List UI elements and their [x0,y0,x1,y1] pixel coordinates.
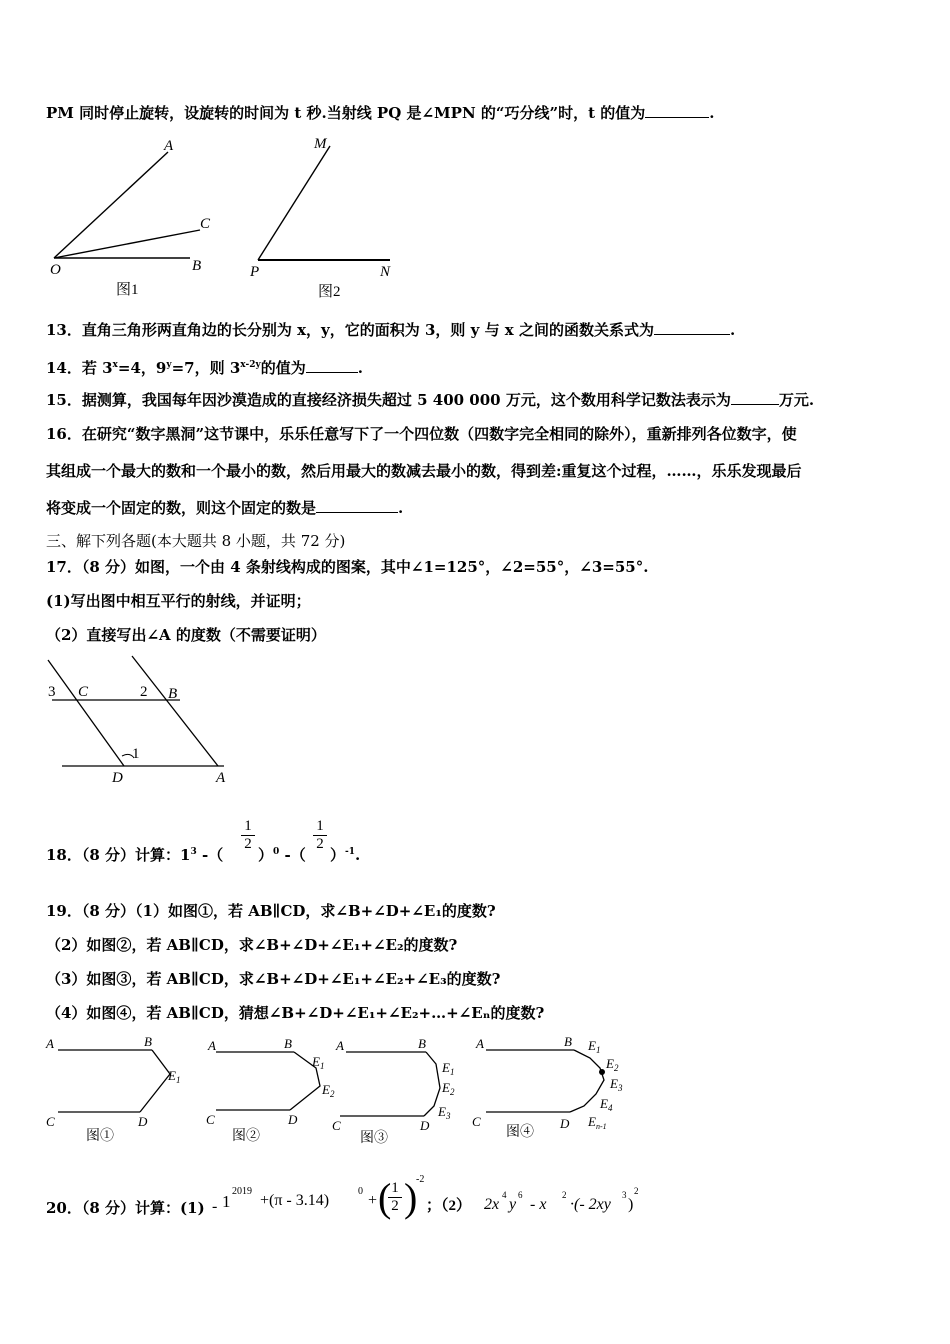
q18-frac2-den: 2 [313,835,327,853]
q20-right-paren: ) [404,1175,418,1220]
q20-expression [212,1174,642,1230]
q16-line2: 其组成一个最大的数和一个最小的数，然后用最大的数减去最小的数，得到差:重复这个过程，……，乐乐发现最后 [46,462,802,480]
q20-p2-term2: - x [530,1196,547,1213]
q16-line3: 将变成一个固定的数，则这个固定的数是 . [46,499,404,517]
q19-caption-1: 图① [86,1129,114,1144]
q19-figure-2 [206,1036,335,1144]
q18-minus2: -（ [279,846,306,864]
q13-line: 13．直角三角形两直角边的长分别为 x，y，它的面积为 3，则 y 与 x 之间的函数关系式为 . [46,321,736,339]
fig1-label-c: C [200,216,211,232]
svg-text:E2: $E_2$ [442,1080,455,1097]
svg-text:B: B [418,1036,426,1051]
q13-answer-blank [654,322,730,335]
q19-part1: 19．（8 分）（1）如图①，若 AB∥CD，求∠B+∠D+∠E₁的度数? [46,902,496,920]
q18-exp3: -1 [345,847,356,857]
q18-close1: ） [258,846,274,864]
q20-frac [388,1180,402,1215]
q16-answer-blank [316,500,398,513]
q20-frac-num: 1 [391,1180,399,1196]
q20-p2-term3: ·(- 2xy [570,1196,611,1213]
svg-text:A: A [208,1038,216,1053]
q18-frac1-den: 2 [241,835,255,853]
q12-text: PM 同时停止旋转，设旋转的时间为 t 秒.当射线 PQ 是∠MPN 的“巧分线”时，t 的值为 [46,104,646,122]
svg-text:E1: $E_1$ [312,1054,325,1071]
q18-exp2: 0 [273,847,280,857]
q14-line: 14．若 $3^x=4$，$9^y=7$，则 $3^{x-2y}$的值为 . [46,359,363,377]
q20-p2-exp4: 3 [622,1190,627,1200]
q12-answer-blank [645,105,709,118]
svg-text:E3: $E_3$ [610,1076,623,1093]
q17-part1: (1)写出图中相互平行的射线，并证明； [46,592,311,610]
figure-2 [249,136,391,300]
svg-text:A: A [476,1036,484,1051]
q20-frac-den: 2 [388,1197,402,1215]
svg-text:E2: $E_2$ [322,1082,335,1099]
q18-label: 18．（8 分）计算：1 [46,846,191,864]
q13-text: 13．直角三角形两直角边的长分别为 x，y，它的面积为 3，则 y 与 x 之间的函数关系式为 [46,321,654,339]
q17-figure [40,652,240,790]
q20-p1-base: 1 [222,1192,231,1211]
q20-p2-exp5: 2 [634,1186,639,1196]
q16-line1: 16．在研究“数字黑洞”这节课中，乐乐任意写下了一个四位数（四数字完全相同的除外），重新排列各位数字，使 [46,425,797,443]
q20-p2-exp3: 2 [562,1190,567,1200]
svg-text:E1: $E_1$ [168,1068,181,1085]
q19-caption-4: 图④ [506,1125,534,1140]
q19-caption-2: 图② [232,1129,260,1144]
q19-figure-1 [45,1034,180,1144]
svg-text:D: D [420,1118,430,1133]
fig2-label-n: N [380,264,391,280]
q17-label-1: 1 [132,746,140,762]
q19-figure-4 [472,1034,623,1140]
fig2-caption: 图2 [318,284,341,300]
q20-p2-exp1: 4 [502,1190,507,1200]
q17-label-c: C [78,684,89,700]
q19-part4: （4）如图④，若 AB∥CD，猜想∠B+∠D+∠E₁+∠E₂+…+∠Eₙ的度数? [46,1004,545,1022]
svg-text:E1: $E_1$ [442,1060,455,1077]
q19-figure-3 [332,1036,455,1146]
q17-title: 17．（8 分）如图，一个由 4 条射线构成的图案，其中∠1=125°，∠2=55°，∠3=55°. [46,558,649,576]
q20-frac-exp: -2 [416,1174,425,1185]
q18-frac2 [313,818,327,853]
svg-text:D: D [138,1114,148,1129]
q20-p2-exp2: 6 [518,1190,523,1200]
q18-label-line [46,842,223,865]
q14-exp-x: x [112,360,118,370]
q14-prefix: 14．若 3 [46,359,113,377]
q20-p1-paren-exp: 0 [358,1186,363,1197]
svg-text:A: A [336,1038,344,1053]
q20-p2-term1: 2x [484,1196,500,1213]
q19-part2: （2）如图②，若 AB∥CD，求∠B+∠D+∠E₁+∠E₂的度数? [46,936,458,954]
q17-label-3: 3 [48,684,56,700]
q20-label: 20．（8 分）计算：(1) [46,1199,205,1217]
q18-minus1: -（ [196,846,224,864]
svg-text:E4: $E_4$ [600,1096,613,1113]
q15-line [46,390,814,410]
q20-p1-paren: +(π - 3.14) [260,1192,330,1209]
q14-mid1: =4，9 [117,359,167,377]
q18-close2: ） [330,846,346,864]
q18-exp1: 3 [190,847,197,857]
svg-text:C: C [472,1114,481,1129]
q14-exp-y: y [166,360,172,370]
q19-part3: （3）如图③，若 AB∥CD，求∠B+∠D+∠E₁+∠E₂+∠E₃的度数? [46,970,501,988]
q18-frac2-num: 1 [316,818,324,834]
fig1-label-a: A [164,138,174,154]
svg-text:D: D [288,1112,298,1127]
q20-sep: ；（2） [426,1198,472,1214]
svg-text:B: B [564,1034,572,1049]
q18-frac1-num: 1 [244,818,252,834]
q14-suffix: 的值为 [260,359,306,377]
svg-text:B: B [144,1034,152,1049]
q17-part2: （2）直接写出∠A 的度数（不需要证明） [46,626,326,644]
q20-left-paren: ( [378,1175,392,1220]
fig1-caption: 图1 [116,282,139,298]
svg-text:C: C [46,1114,55,1129]
q20-p1-plus: + [368,1192,378,1209]
q18-mid [258,842,306,865]
q15-unit: 万元. [778,391,815,409]
fig1-label-b: B [192,258,202,274]
q14-exp: x-2y [240,360,261,370]
q20-p2-y: y [509,1196,517,1213]
q17-label-b: B [168,686,178,702]
figure-1 [50,138,211,298]
q18-period: . [355,846,361,864]
q19-caption-3: 图③ [360,1131,388,1146]
svg-text:E2: $E_2$ [606,1056,619,1073]
q18-frac1 [241,818,255,853]
q17-label-a: A [216,770,226,786]
q12-figures [40,132,420,304]
svg-text:A: A [46,1036,54,1051]
q15-answer-blank [731,392,779,405]
q19-figures [40,1030,660,1148]
q14-mid2: =7，则 3 [171,359,241,377]
q12-tail-line: PM 同时停止旋转，设旋转的时间为 t 秒.当射线 PQ 是∠MPN 的“巧分线”时，t 的值为 . [46,104,715,122]
q17-label-d: D [112,770,123,786]
svg-text:En-1: $E_{n-1}$ [588,1114,607,1131]
q20-p1-minus: - [212,1198,218,1215]
svg-text:C: C [332,1118,341,1133]
fig2-label-p: P [250,264,260,280]
q20-p1-exp: 2019 [232,1186,252,1197]
q20-p2-close: ) [628,1196,634,1213]
q15-text: 15．据测算，我国每年因沙漠造成的直接经济损失超过 5 400 000 万元，这个数用科学记数法表示为 [46,391,731,409]
q14-answer-blank [306,360,358,373]
svg-text:C: C [206,1112,215,1127]
svg-text:E1: $E_1$ [588,1038,601,1055]
svg-text:E3: $E_3$ [438,1104,451,1121]
fig2-label-m: M [314,136,327,152]
svg-text:D: D [560,1116,570,1131]
q16-line3-text: 将变成一个固定的数，则这个固定的数是 [46,499,317,517]
q17-label-2: 2 [140,684,148,700]
section-3-heading: 三、解下列各题(本大题共 8 小题，共 72 分) [46,532,346,550]
q18-end [330,842,360,865]
svg-text:B: B [284,1036,292,1051]
fig1-label-o: O [50,262,61,278]
